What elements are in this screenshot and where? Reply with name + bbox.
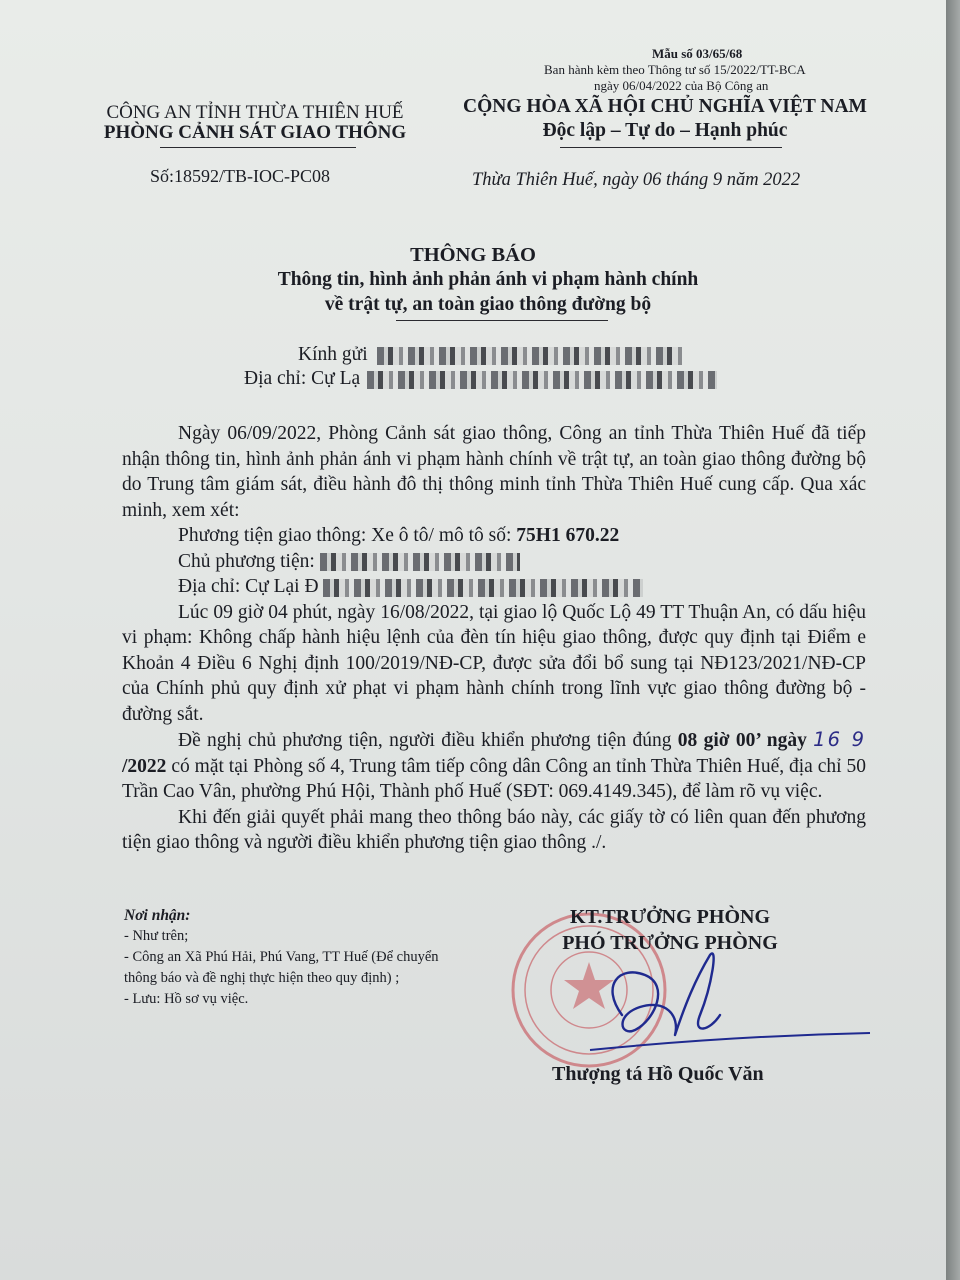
recipients-item-1: - Như trên; [124, 928, 189, 944]
header-underline-left [160, 147, 356, 148]
recipient-address-line [244, 368, 717, 390]
body-paragraph-3 [122, 727, 866, 805]
notice-subtitle-1: Thông tin, hình ảnh phản ánh vi phạm hành chính [277, 269, 699, 290]
body-paragraph-4: Khi đến giải quyết phải mang theo thông báo này, các giấy tờ có liên quan đến phương tiện giao thông và người điều khiển phương tiện giao thông ./. [122, 806, 866, 853]
owner-label: Chủ phương tiện: [178, 550, 315, 572]
owner-line [122, 549, 866, 575]
recipient-line [298, 344, 682, 366]
appointment-time: 08 giờ 00’ ngày [677, 730, 807, 751]
page-edge-shadow [946, 0, 960, 1280]
handwritten-signature [560, 945, 880, 1055]
nation-motto: Độc lập – Tự do – Hạnh phúc [542, 120, 788, 141]
signature-title-1: KT.TRƯỞNG PHÒNG [570, 906, 770, 928]
redacted-recipient-address [367, 371, 717, 389]
agency-name: CÔNG AN TỈNH THỪA THIÊN HUẾ [106, 102, 404, 123]
owner-address-line [122, 574, 866, 600]
vehicle-line [122, 523, 866, 549]
signer-name: Thượng tá Hồ Quốc Văn [552, 1063, 764, 1085]
form-issued-line2: ngày 06/04/2022 của Bộ Công an [594, 78, 769, 93]
notice-subtitle-2: về trật tự, an toàn giao thông đường bộ [324, 294, 652, 315]
recipients-heading: Nơi nhận: [124, 907, 191, 924]
place-date: Thừa Thiên Huế, ngày 06 tháng 9 năm 2022 [472, 170, 801, 190]
document-number: Số:18592/TB-IOC-PC08 [150, 166, 331, 186]
recipients-item-3: - Lưu: Hồ sơ vụ việc. [124, 991, 249, 1007]
recipients-item-2: - Công an Xã Phú Hải, Phú Vang, TT Huế (Để chuyển thông báo và đề nghị thực hiện theo quy định) ; [124, 949, 439, 986]
handwritten-date: 16 9 [813, 728, 867, 751]
appointment-location: có mặt tại Phòng số 4, Trung tâm tiếp công dân Công an tỉnh Thừa Thiên Huế, địa chỉ 50 Trần Cao Vân, phường Phú Hội, Thành phố Huế (SĐT: 069.4149.345), để làm rõ vụ việc. [122, 755, 866, 802]
recipients-block [124, 905, 474, 1010]
vehicle-label: Phương tiện giao thông: Xe ô tô/ mô tô số: [178, 525, 517, 546]
body-paragraph-1: Ngày 06/09/2022, Phòng Cảnh sát giao thông, Công an tỉnh Thừa Thiên Huế đã tiếp nhận thông tin, hình ảnh phản ánh vi phạm hành chính về trật tự, an toàn giao thông đường bộ do Trung tâm giám sát, điều hành đô thị thông minh tỉnh Thừa Thiên Huế cung cấp. Qua xác minh, xem xét: [122, 423, 866, 521]
header-underline-right [560, 147, 782, 148]
nation-title: CỘNG HÒA XÃ HỘI CHỦ NGHĨA VIỆT NAM [463, 96, 867, 117]
notice-title: THÔNG BÁO [410, 244, 536, 266]
form-code: Mẫu số 03/65/68 [652, 46, 743, 61]
owner-address-label: Địa chỉ: Cự Lại Đ [178, 576, 319, 597]
appointment-text: Đề nghị chủ phương tiện, người điều khiển phương tiện đúng [178, 730, 678, 751]
redacted-owner-address [323, 579, 643, 597]
body-paragraph-2: Lúc 09 giờ 04 phút, ngày 16/08/2022, tại giao lộ Quốc Lộ 49 TT Thuận An, có dấu hiệu vi phạm: Không chấp hành hiệu lệnh của đèn tín hiệu giao thông, được quy định tại Điểm e Khoản 4 Điều 6 Nghị định 100/2019/NĐ-CP, được sửa đổi bổ sung tại NĐ123/2021/NĐ-CP của Chính phủ quy định xử phạt vi phạm hành chính trong lĩnh vực giao thông đường bộ - đường sắt. [122, 601, 866, 725]
redacted-owner-name [320, 553, 520, 571]
recipient-label: Kính gửi [298, 344, 368, 365]
recipient-address-label: Địa chỉ: Cự Lạ [244, 368, 361, 389]
signature-title-2: PHÓ TRƯỞNG PHÒNG [562, 932, 778, 954]
title-underline [396, 320, 608, 321]
notice-body [122, 421, 866, 856]
appointment-year: /2022 [122, 755, 167, 777]
redacted-recipient-name [377, 347, 682, 365]
department-name: PHÒNG CẢNH SÁT GIAO THÔNG [103, 122, 407, 143]
vehicle-plate: 75H1 670.22 [516, 525, 620, 546]
form-issued-line1: Ban hành kèm theo Thông tư số 15/2022/TT-BCA [544, 62, 806, 77]
